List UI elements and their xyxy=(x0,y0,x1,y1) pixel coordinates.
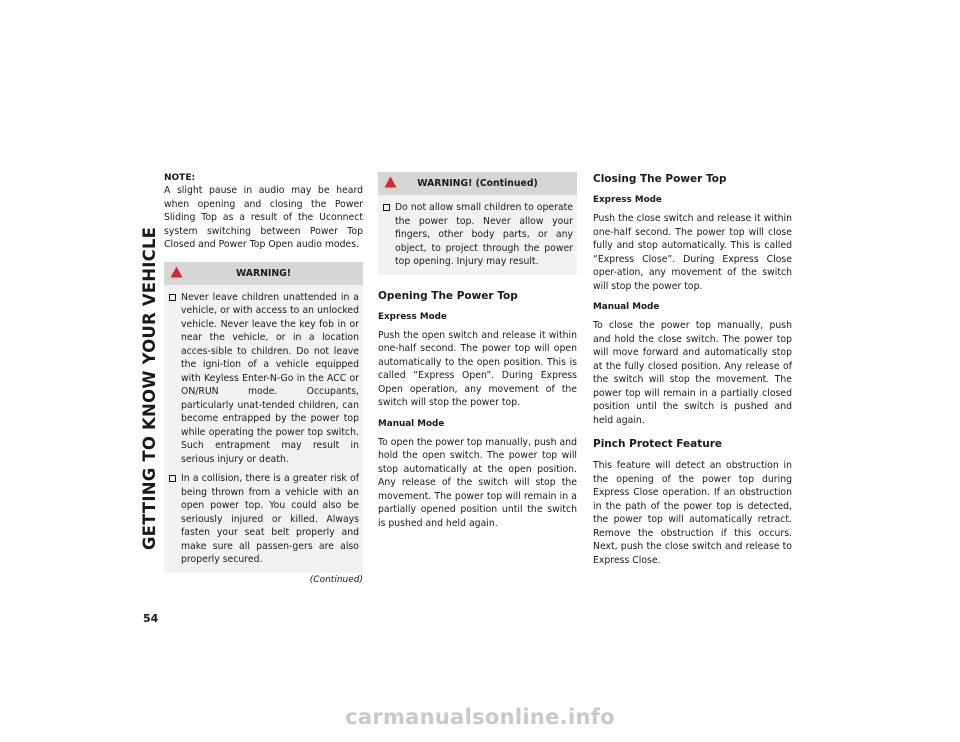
column-right xyxy=(593,172,792,567)
subheading-express-mode: Express Mode xyxy=(593,195,662,205)
warning-item-text: In a collision, there is a greater risk of being thrown from a vehicle with an open power top. You could also be seriously injured or killed. Always fasten your seat belt properly and make sure all passen-gers are also properly secured. xyxy=(181,473,359,565)
column-middle xyxy=(378,172,577,530)
column-left xyxy=(164,172,363,585)
express-close-text: Push the close switch and release it within one-half second. The power top will close fully and stop automatically. This is called “Express Close”. During Express Close oper-ation, any movement of the switch will stop the power top. xyxy=(593,213,792,292)
site-watermark: carmanualsonline.info xyxy=(345,705,615,729)
chapter-side-tab xyxy=(139,168,161,608)
manual-close-text: To close the power top manually, push and hold the close switch. The power top will move forward and automatically stop at the fully closed position. Any release of the switch will stop the movement. The power top will remain in a partially closed position until the switch is pushed and held again. xyxy=(593,320,792,426)
subheading-express-mode: Express Mode xyxy=(378,311,447,322)
page-number: 54 xyxy=(143,612,159,625)
warning-triangle-icon xyxy=(384,176,397,188)
subheading-manual-mode: Manual Mode xyxy=(378,418,445,429)
checkbox-bullet-icon xyxy=(383,204,390,211)
pinch-protect-text: This feature will detect an obstruction in the opening of the power top during Express Close operation. If an obstruction in the path of the power top is detected, the power top will automatically retract. Remove the obstruction if this occurs. Next, push the close switch and release to Express Close. xyxy=(593,460,792,566)
warning-item-text: Do not allow small children to operate the power top. Never allow your fingers, other body parts, or any object, to project through the power top opening. Injury may result. xyxy=(395,202,573,267)
section-heading-pinch-protect: Pinch Protect Feature xyxy=(593,438,722,450)
note-label: NOTE: xyxy=(164,173,196,183)
warning-box-continued xyxy=(378,172,577,275)
warning-triangle-icon xyxy=(170,266,183,278)
warning-item xyxy=(168,291,359,467)
warning-title: WARNING! (Continued) xyxy=(417,178,538,189)
chapter-title: GETTING TO KNOW YOUR VEHICLE xyxy=(140,226,160,550)
checkbox-bullet-icon xyxy=(169,294,176,301)
manual-open-text: To open the power top manually, push and hold the open switch. The power top will stop automatically at the open position. Any release of the switch will stop the movement. The power top will remain in a partially opened position until the switch is pushed and held again. xyxy=(378,436,577,529)
note-text: A slight pause in audio may be heard when opening and closing the Power Sliding Top as a result of the Uconnect system switching between Power Top Closed and Power Top Open audio modes. xyxy=(164,185,363,250)
subheading-manual-mode: Manual Mode xyxy=(593,302,660,312)
warning-body xyxy=(378,195,577,275)
section-heading-closing: Closing The Power Top xyxy=(593,173,727,185)
section-heading-opening: Opening The Power Top xyxy=(378,289,518,302)
express-open-text: Push the open switch and release it within one-half second. The power top will open automatically to the open position. This is called “Express Open”. During Express Open operation, any movement of the switch will stop the power top. xyxy=(378,329,577,408)
warning-header xyxy=(378,172,577,195)
checkbox-bullet-icon xyxy=(169,475,176,482)
warning-item-text: Never leave children unattended in a vehicle, or with access to an unlocked vehicle. Never leave the key fob in or near the vehicle, or in a location acces-sible to children. Do not leave the igni-tion of a vehicle equipped with Keyless Enter-N-Go in the ACC or ON/RUN mode. Occupants, particularly unat-tended children, can become entrapped by the power top while operating the power top switch. Such entrapment may result in serious injury or death. xyxy=(181,291,359,465)
warning-body xyxy=(164,285,363,573)
warning-header xyxy=(164,262,363,285)
warning-box xyxy=(164,262,363,573)
continued-label: (Continued) xyxy=(309,574,363,585)
warning-item xyxy=(382,201,573,269)
warning-item xyxy=(168,472,359,567)
warning-title: WARNING! xyxy=(235,267,292,279)
